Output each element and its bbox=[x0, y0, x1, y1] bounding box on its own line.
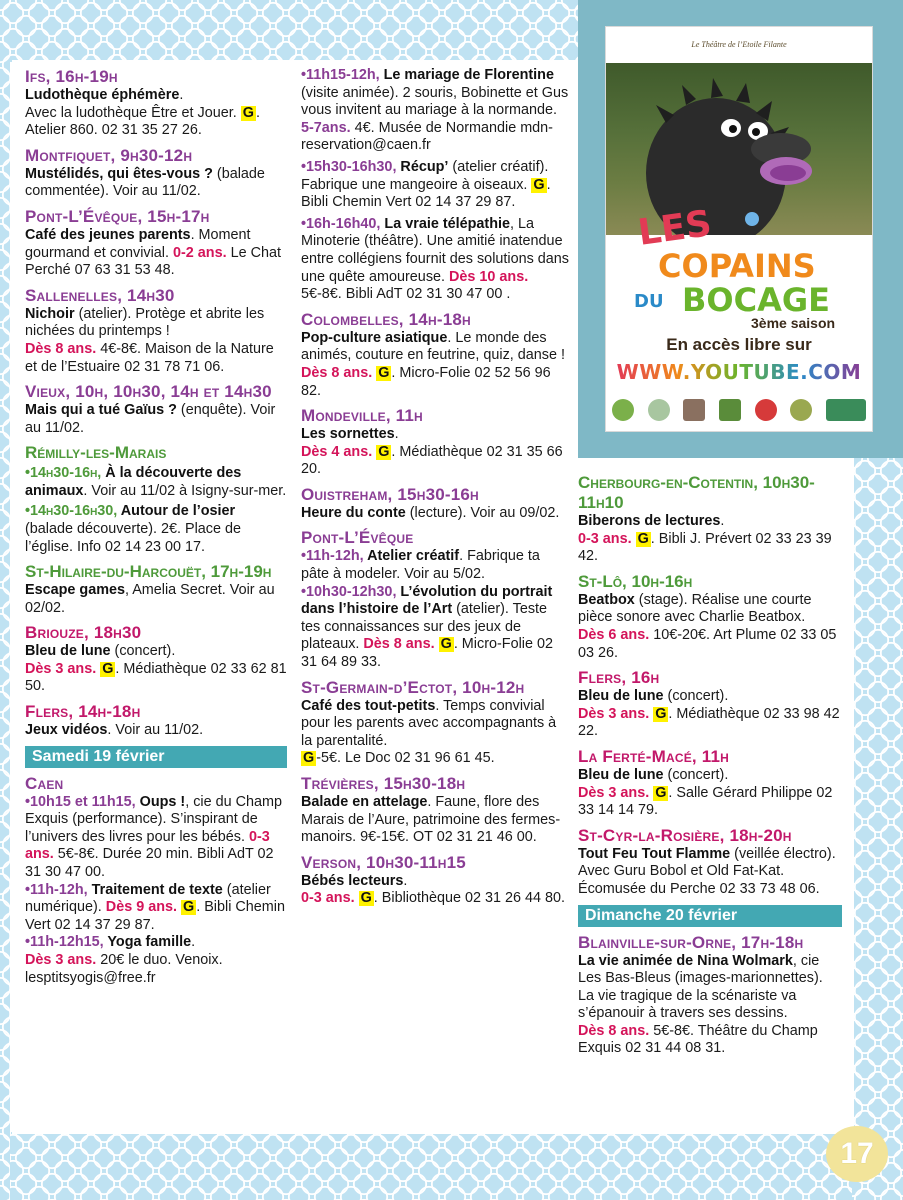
event-city: Montfiquet, 9h30-12h bbox=[25, 145, 193, 165]
event-city: Pont-L’Évêque, 15h-17h bbox=[25, 206, 210, 226]
event-title: Escape games bbox=[25, 582, 125, 599]
event-detail: . bbox=[191, 934, 196, 951]
free-badge: G bbox=[360, 890, 372, 907]
event-detail: . Bibliothèque 02 31 26 44 80. bbox=[373, 890, 566, 907]
event-time: •16h-16h40, bbox=[301, 215, 381, 232]
event-title: Pop-culture asiatique bbox=[301, 329, 448, 346]
event-city: Briouze, 18h30 bbox=[25, 623, 142, 643]
sponsor-logo-icon bbox=[790, 399, 812, 421]
event-caen bbox=[25, 774, 287, 988]
free-badge: G bbox=[183, 899, 195, 916]
event-detail: (enquête). Voir au 11/02. bbox=[25, 402, 276, 436]
event-title: Oups ! bbox=[135, 793, 186, 810]
event-city: Ouistreham, 15h30-16h bbox=[301, 484, 479, 504]
event-detail: , Amelia Secret. Voir au 02/02. bbox=[25, 582, 275, 616]
poster-publisher: Le Théâtre de l’Etoile Filante bbox=[691, 40, 787, 49]
decorative-pattern-left bbox=[0, 0, 10, 1200]
event-age: 0-3 ans. bbox=[301, 890, 355, 907]
event-detail: . Bibli Chemin Vert 02 14 37 29 87. bbox=[301, 176, 551, 211]
events-column-3 bbox=[578, 473, 842, 1064]
event-title: La vraie télépathie bbox=[380, 215, 511, 232]
poster-les-copains-du-bocage bbox=[605, 26, 873, 432]
event-detail: . Le monde des animés, couture en feutrine, quiz, danse ! bbox=[301, 329, 565, 364]
poster-title-word-2: COPAINS bbox=[658, 247, 816, 285]
event-detail: 4€. Musée de Normandie mdn-reservation@caen.fr bbox=[301, 119, 553, 154]
event-time: •14h30-16h30, bbox=[25, 502, 118, 519]
event-age: Dès 10 ans. bbox=[449, 268, 529, 285]
event-age: Dès 8 ans. bbox=[578, 1022, 650, 1039]
event-detail: Avec la ludothèque Être et Jouer. bbox=[25, 104, 237, 121]
event-city: Colombelles, 14h-18h bbox=[301, 309, 471, 329]
day-header-saturday: Samedi 19 février bbox=[25, 746, 287, 768]
event-detail: 4€-8€. Maison de la Nature et de l’Estuaire 02 31 78 71 06. bbox=[25, 340, 274, 375]
event-age: Dès 6 ans. bbox=[578, 626, 650, 643]
event-age: Dès 3 ans. bbox=[578, 705, 650, 722]
free-badge: G bbox=[378, 443, 390, 460]
event-title: Les sornettes bbox=[301, 426, 395, 443]
event-detail: Le Chat Perché 07 63 31 53 48. bbox=[25, 244, 281, 279]
poster-title-word-3: DU bbox=[634, 291, 664, 312]
event-detail: (concert). bbox=[663, 766, 729, 783]
decorative-pattern-top bbox=[0, 0, 578, 62]
event-title: Balade en attelage bbox=[301, 794, 428, 810]
poster-sponsor-logos bbox=[612, 395, 866, 425]
event-title: Ludothèque éphémère bbox=[25, 87, 180, 103]
sponsor-logo-icon bbox=[719, 399, 741, 421]
free-badge: G bbox=[440, 636, 452, 653]
event-title: Biberons de lectures bbox=[578, 513, 721, 529]
poster-access-text: En accès libre sur bbox=[666, 335, 812, 354]
event-detail: (atelier). Protège et abrite les nichées du printemps ! bbox=[25, 305, 265, 340]
free-badge: G bbox=[533, 176, 545, 193]
event-vieux bbox=[25, 382, 287, 437]
event-title: À la découverte des animaux bbox=[25, 465, 242, 500]
event-city: St-Hilaire-du-Harcouët, 17h-19h bbox=[25, 562, 272, 582]
event-age: Dès 4 ans. bbox=[301, 443, 373, 460]
event-colombelles bbox=[301, 310, 569, 400]
event-sub-item bbox=[301, 67, 569, 155]
event-detail: . Salle Gérard Philippe 02 33 14 14 79. bbox=[578, 784, 833, 819]
event-age: 0-3 ans. bbox=[578, 530, 632, 547]
event-detail: , cie Les Bas-Bleus (images-marionnettes). La vie tragique de la scénariste va s’épanouir à travers ses dessins. bbox=[578, 952, 823, 1022]
event-trevieres bbox=[301, 774, 569, 847]
event-detail: . bbox=[403, 872, 408, 889]
event-title: Récup’ bbox=[396, 158, 449, 175]
free-badge: G bbox=[102, 660, 114, 677]
event-title: Nichoir bbox=[25, 305, 75, 322]
sponsor-logo-icon bbox=[683, 399, 705, 421]
event-city: La Ferté-Macé, 11h bbox=[578, 746, 730, 766]
event-detail: . Micro-Folie 02 52 56 96 82. bbox=[301, 364, 551, 399]
event-detail: . bbox=[394, 426, 399, 443]
event-age: Dès 3 ans. bbox=[25, 952, 97, 968]
event-detail: (atelier créatif). Fabrique une mangeoire à oiseaux. bbox=[301, 158, 549, 193]
event-title: Traitement de texte bbox=[87, 881, 223, 898]
event-detail: (balade commentée). Voir au 11/02. bbox=[25, 165, 265, 200]
event-sub-item bbox=[301, 548, 569, 583]
event-title: Bleu de lune bbox=[578, 766, 664, 783]
event-title: Café des tout-petits bbox=[301, 697, 436, 714]
event-sub-item bbox=[25, 794, 287, 882]
event-detail: . Atelier 860. 02 31 35 27 26. bbox=[25, 104, 260, 139]
event-detail: . Médiathèque 02 33 62 81 50. bbox=[25, 660, 287, 695]
event-mondeville bbox=[301, 406, 569, 479]
event-detail: (visite animée). 2 souris, Bobinette et Gus vous invitent au mariage à la normande. bbox=[301, 84, 569, 119]
event-verson bbox=[301, 853, 569, 908]
event-detail: , La Minoterie (théâtre). Une amitié inatendue entre collégiens fournit des solutions dans une quête amoureuse. bbox=[301, 215, 569, 285]
event-city: Mondeville, 11h bbox=[301, 406, 423, 426]
poster-title-word-1: LES bbox=[635, 205, 715, 254]
event-title: Yoga famille bbox=[103, 934, 192, 951]
event-detail: (stage). Réalise une courte pièce sonore avec Charlie Beatbox. bbox=[578, 591, 812, 626]
event-detail: . bbox=[179, 87, 184, 103]
event-time: •10h30-12h30, bbox=[301, 583, 397, 600]
sponsor-logo-icon bbox=[755, 399, 777, 421]
event-detail: 20€ le duo. Venoix. lesptitsyogis@free.fr bbox=[25, 952, 223, 986]
event-title: Bleu de lune bbox=[578, 688, 664, 705]
event-remilly bbox=[25, 443, 287, 556]
events-column-1 bbox=[25, 67, 287, 993]
event-detail: . Faune, flore des Marais de l’Aure, patrimoine des fermes-manoirs. 9€-15€. OT 02 31 21 46 00. bbox=[301, 794, 561, 846]
event-detail: (lecture). Voir au 09/02. bbox=[405, 504, 560, 521]
event-detail: , cie du Champ Exquis (performance). S’inspirant de l’univers des livres pour les bébés. bbox=[25, 793, 283, 845]
event-age: Dès 8 ans. bbox=[25, 340, 97, 357]
sponsor-logo-icon bbox=[612, 399, 634, 421]
event-detail: . Temps convivial pour les parents avec accompagnants à la parentalité. bbox=[301, 697, 557, 749]
event-age: 0-3 ans. bbox=[25, 828, 270, 863]
event-city: St-Lô, 10h-16h bbox=[578, 571, 693, 591]
event-title: Atelier créatif bbox=[363, 548, 460, 565]
event-time: •10h15 et 11h15, bbox=[25, 793, 136, 810]
event-city: Pont-L’Évêque bbox=[301, 528, 414, 548]
poster-url-text: WWW.YOUTUBE.COM bbox=[616, 360, 862, 384]
event-pont-leveque bbox=[25, 207, 287, 280]
event-city: Blainville-sur-Orne, 17h-18h bbox=[578, 932, 804, 952]
event-time: •11h-12h, bbox=[25, 881, 88, 898]
event-detail: . Bibli Chemin Vert 02 14 37 29 87. bbox=[25, 899, 285, 933]
event-detail: (balade découverte). 2€. Place de l’église. Info 02 14 23 00 17. bbox=[25, 520, 242, 555]
event-sub-item bbox=[25, 463, 287, 501]
event-detail: . Micro-Folie 02 31 64 89 33. bbox=[301, 636, 553, 671]
page-number: 17 bbox=[826, 1126, 888, 1182]
event-city: Sallenelles, 14h30 bbox=[25, 285, 175, 305]
event-title: Bleu de lune bbox=[25, 643, 111, 660]
event-city: St-Cyr-la-Rosière, 18h-20h bbox=[578, 825, 792, 845]
event-title: Café des jeunes parents bbox=[25, 226, 191, 243]
event-detail: (concert). bbox=[663, 688, 729, 705]
event-detail: . Médiathèque 02 31 35 66 20. bbox=[301, 443, 563, 478]
event-title: Beatbox bbox=[578, 591, 635, 608]
events-column-2 bbox=[301, 67, 569, 914]
event-blainville bbox=[578, 933, 842, 1059]
event-la-ferte-mace bbox=[578, 747, 842, 820]
sponsor-logo-icon bbox=[648, 399, 670, 421]
decorative-pattern-bottom bbox=[0, 1132, 903, 1200]
event-st-lo bbox=[578, 572, 842, 662]
event-pont-leveque-2 bbox=[301, 528, 569, 671]
event-age: Dès 8 ans. bbox=[363, 636, 435, 653]
event-age: 0-2 ans. bbox=[172, 244, 227, 261]
event-detail: . bbox=[720, 513, 725, 529]
event-detail: (atelier numérique). bbox=[25, 881, 271, 916]
free-badge: G bbox=[637, 530, 649, 547]
event-city: Verson, 10h30-11h15 bbox=[301, 852, 466, 872]
event-time: •15h30-16h30, bbox=[301, 158, 397, 175]
event-title: L’évolution du portrait dans l’histoire de l’Art bbox=[301, 583, 553, 618]
event-sub-item bbox=[301, 584, 569, 672]
event-age: 5-7ans. bbox=[301, 119, 351, 136]
event-city: Caen bbox=[25, 773, 64, 793]
event-detail: 10€-20€. Art Plume 02 33 05 03 26. bbox=[578, 626, 837, 661]
event-title: Mais qui a tué Gaïus ? bbox=[25, 402, 177, 419]
event-briouze bbox=[25, 623, 287, 696]
free-badge: G bbox=[655, 705, 667, 722]
event-city: St-Germain-d’Ectot, 10h-12h bbox=[301, 677, 525, 697]
event-cherbourg bbox=[578, 473, 842, 566]
event-title: Autour de l’osier bbox=[117, 502, 236, 519]
event-age: Dès 3 ans. bbox=[578, 784, 650, 801]
sponsor-logo-icon bbox=[826, 399, 866, 421]
event-detail: (atelier). Teste tes connaissances sur des jeux de plateaux. bbox=[301, 601, 548, 653]
flower-icon bbox=[745, 212, 759, 226]
event-ouistreham bbox=[301, 485, 569, 523]
poster-url[interactable] bbox=[606, 359, 872, 391]
event-city: Trévières, 15h30-18h bbox=[301, 774, 466, 793]
event-detail: -5€. Le Doc 02 31 96 61 45. bbox=[316, 750, 495, 767]
event-detail: . Moment gourmand et convivial. bbox=[25, 226, 251, 261]
event-detail: 5€-8€. Durée 20 min. Bibli AdT 02 31 30 47 00. bbox=[25, 846, 274, 881]
event-age: Dès 9 ans. bbox=[105, 899, 177, 916]
event-detail: . Médiathèque 02 33 98 42 22. bbox=[578, 705, 840, 740]
free-badge: G bbox=[303, 750, 315, 767]
event-detail: . Voir au 11/02. bbox=[107, 722, 204, 739]
event-montfiquet bbox=[25, 146, 287, 201]
event-sallenelles bbox=[25, 286, 287, 376]
event-title: Tout Feu Tout Flamme bbox=[578, 845, 731, 862]
event-title: Le mariage de Florentine bbox=[379, 67, 554, 83]
event-detail: . Voir au 11/02 à Isigny-sur-mer. bbox=[83, 483, 287, 500]
event-title: Bébés lecteurs bbox=[301, 872, 404, 889]
event-city: Rémilly-les-Marais bbox=[25, 443, 167, 463]
event-detail: (veillée électro). Avec Guru Bobol et Old Fat-Kat. Écomusée du Perche 02 33 73 48 06. bbox=[578, 845, 836, 897]
event-flers bbox=[25, 702, 287, 740]
event-age: Dès 8 ans. bbox=[301, 364, 373, 381]
event-sub-item bbox=[301, 216, 569, 304]
free-badge: G bbox=[378, 364, 390, 381]
event-detail: . Fabrique ta pâte à modeler. Voir au 5/02. bbox=[301, 548, 540, 583]
event-sub-item bbox=[301, 159, 569, 212]
event-title: Mustélidés, qui êtes-vous ? bbox=[25, 165, 213, 182]
event-st-germain bbox=[301, 678, 569, 768]
event-title: La vie animée de Nina Wolmark bbox=[578, 952, 793, 969]
event-time: •11h-12h15, bbox=[25, 934, 104, 951]
event-city: Vieux, 10h, 10h30, 14h et 14h30 bbox=[25, 382, 272, 402]
event-st-hilaire bbox=[25, 562, 287, 617]
event-caen-continued bbox=[301, 67, 569, 304]
event-city: Cherbourg-en-Cotentin, 10h30-11h10 bbox=[578, 473, 815, 512]
event-time: •11h-12h, bbox=[301, 548, 364, 565]
free-badge: G bbox=[242, 104, 254, 121]
event-sub-item bbox=[25, 934, 287, 987]
day-header-sunday: Dimanche 20 février bbox=[578, 905, 842, 927]
event-city: Flers, 16h bbox=[578, 668, 660, 688]
free-badge: G bbox=[655, 784, 667, 801]
poster-saison: 3ème saison bbox=[751, 315, 836, 331]
event-time: •14h30-16h, bbox=[25, 465, 102, 482]
event-st-cyr bbox=[578, 826, 842, 899]
event-ifs bbox=[25, 67, 287, 140]
event-detail: . Bibli J. Prévert 02 33 23 39 42. bbox=[578, 530, 832, 565]
event-flers-2 bbox=[578, 668, 842, 741]
event-title: Jeux vidéos bbox=[25, 722, 108, 739]
event-detail: 5€-8€. Bibli AdT 02 31 30 47 00 . bbox=[301, 286, 511, 303]
poster-title bbox=[620, 205, 860, 325]
event-city: Ifs, 16h-19h bbox=[25, 67, 118, 86]
event-detail: (concert). bbox=[110, 643, 176, 660]
event-age: Dès 3 ans. bbox=[25, 660, 97, 677]
poster-title-word-4: BOCAGE bbox=[682, 281, 830, 319]
event-city: Flers, 14h-18h bbox=[25, 702, 141, 722]
event-sub-item bbox=[25, 882, 287, 935]
event-detail: 5€-8€. Théâtre du Champ Exquis 02 31 44 08 31. bbox=[578, 1022, 818, 1057]
decorative-pattern-right bbox=[852, 458, 903, 1200]
event-title: Heure du conte bbox=[301, 504, 406, 521]
event-time: •11h15-12h, bbox=[301, 67, 380, 83]
event-sub-item bbox=[25, 501, 287, 556]
